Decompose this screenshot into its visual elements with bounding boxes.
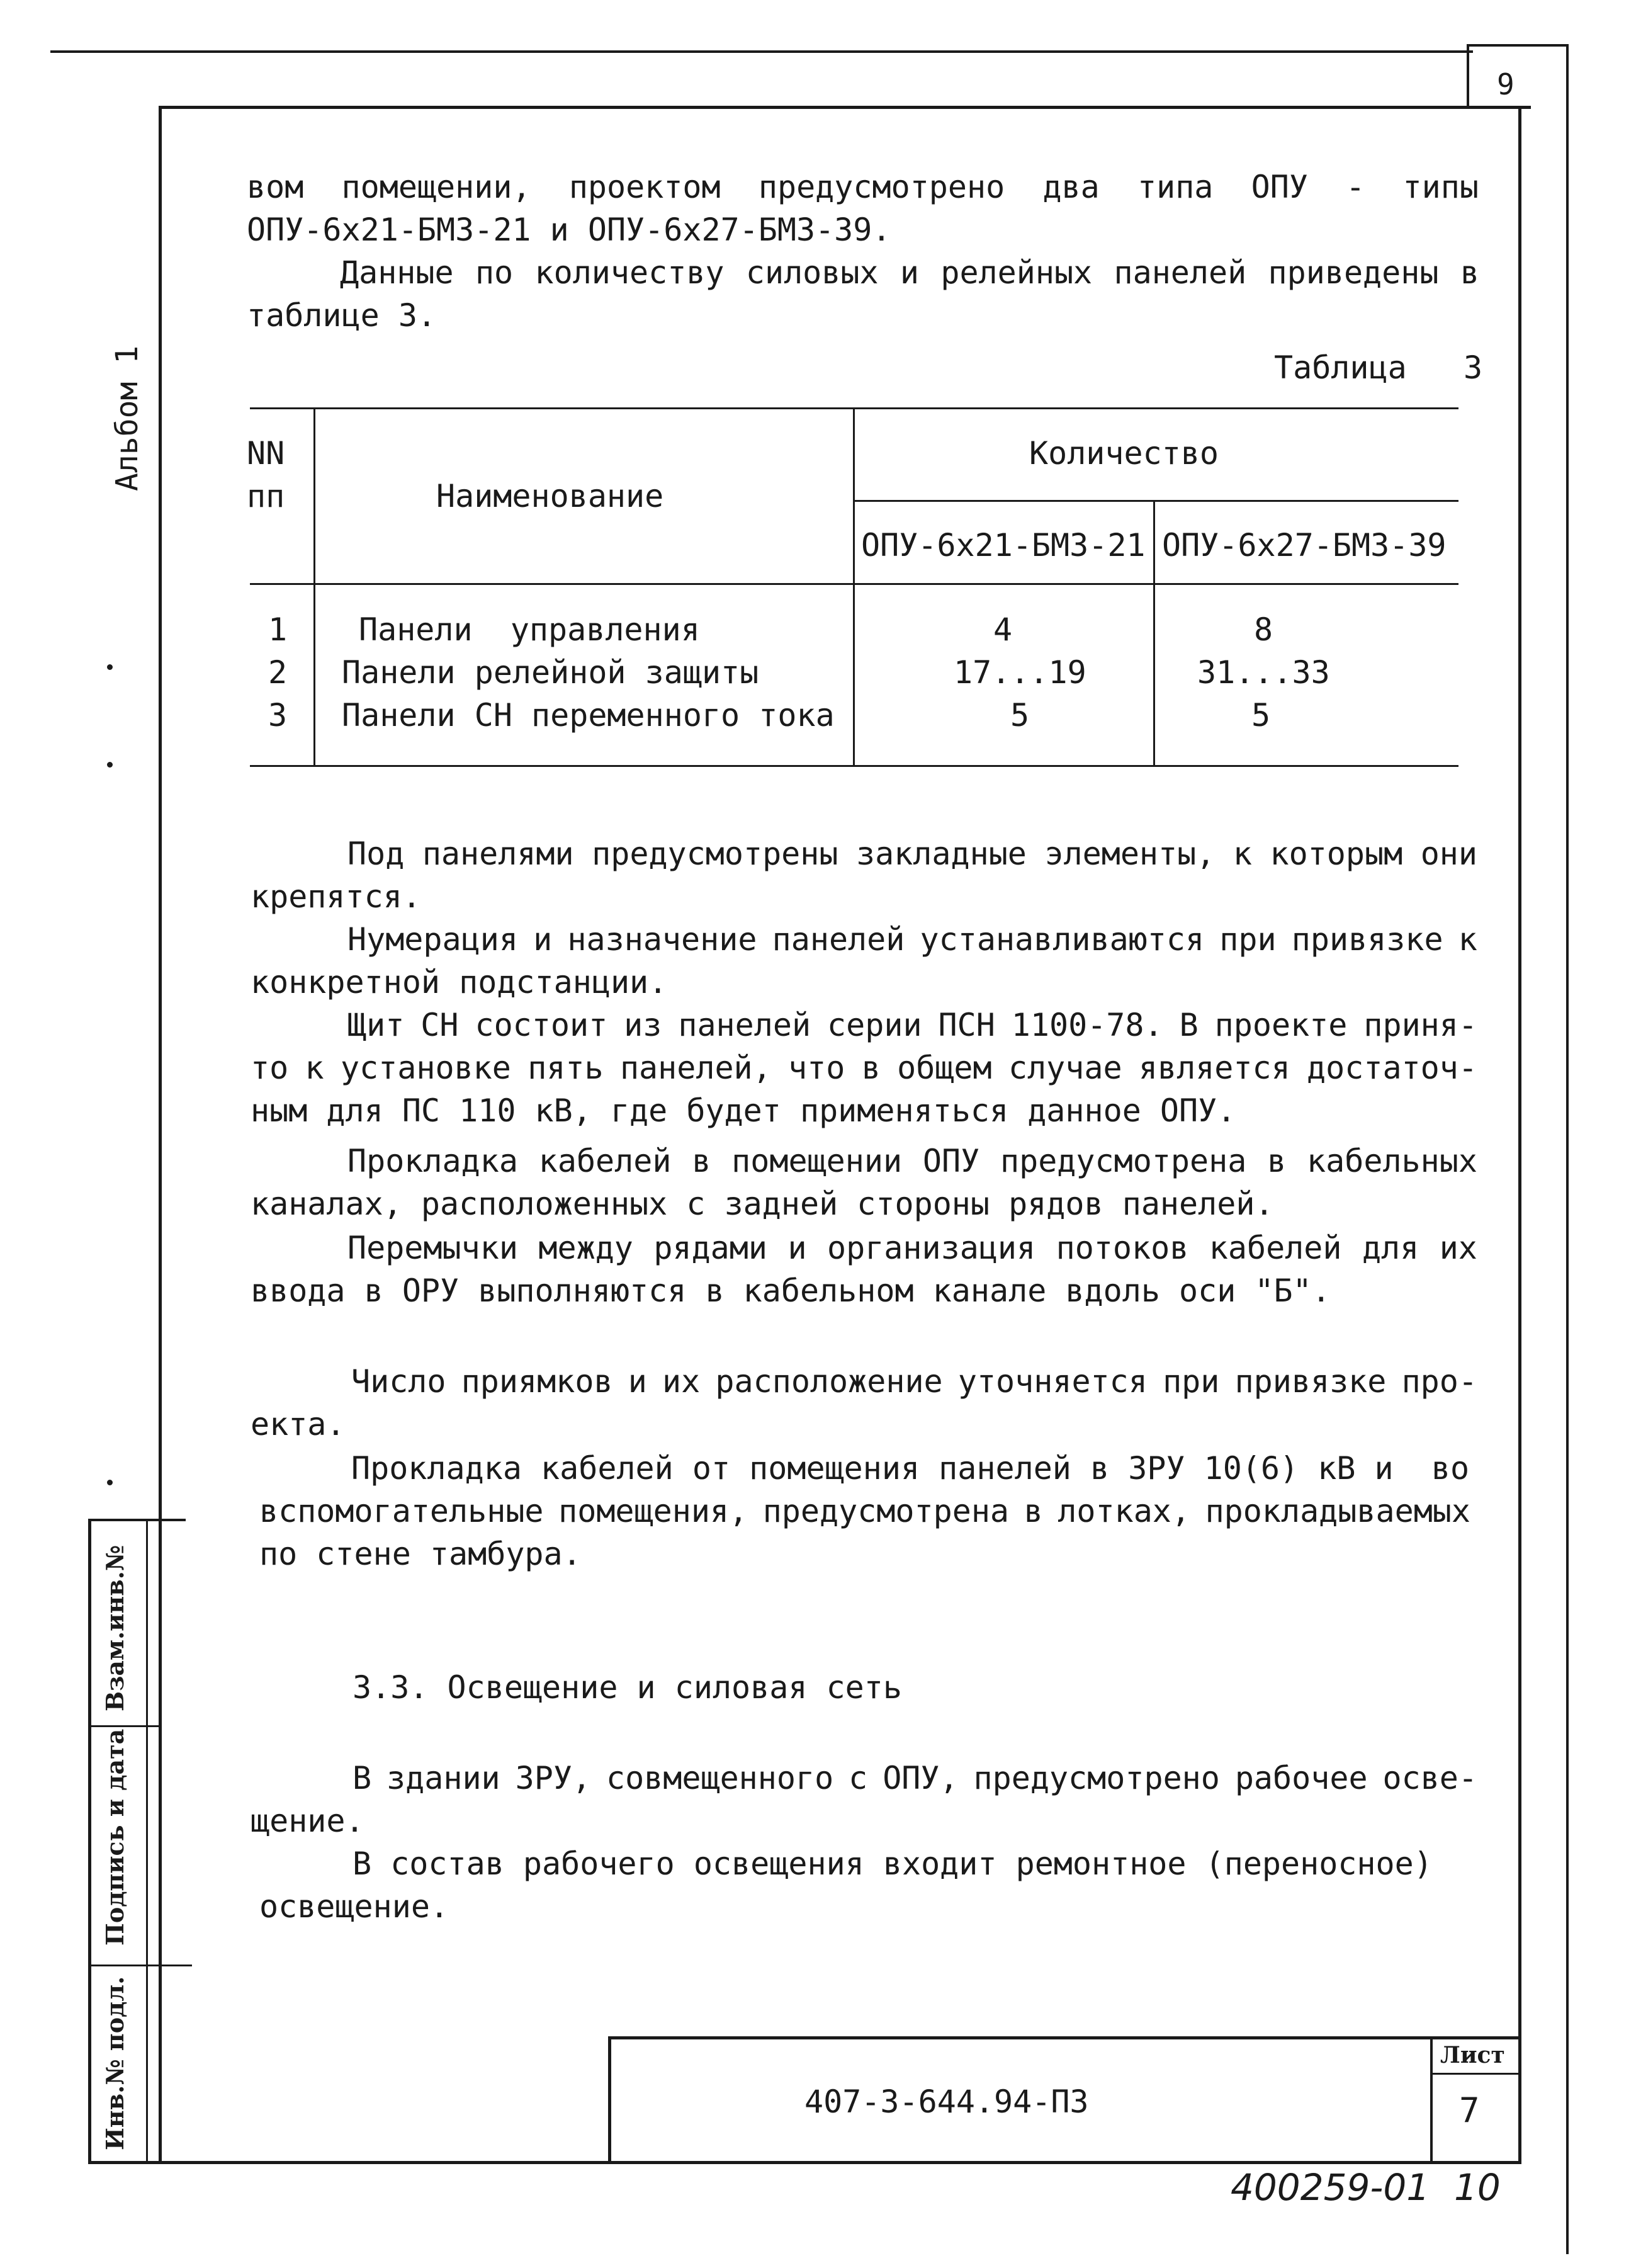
word: предусмотрено <box>758 169 1005 205</box>
body-p8-line1 <box>353 1757 1477 1800</box>
word: Под <box>347 836 405 872</box>
word: Данные <box>340 254 454 291</box>
body-p9-line2: освещение. <box>259 1888 449 1925</box>
body-p4-line1 <box>347 1140 1477 1182</box>
word: В <box>353 1760 372 1796</box>
word: ЗРУ, <box>515 1760 592 1796</box>
word: в <box>1024 1493 1043 1529</box>
margin-dot <box>107 1480 113 1485</box>
body-p7-line2 <box>259 1490 1470 1533</box>
word: расположение <box>715 1363 943 1400</box>
word: СН <box>420 1007 459 1043</box>
body-p3-line2 <box>251 1046 1477 1089</box>
word: приня- <box>1363 1007 1477 1043</box>
body-p3-line1 <box>347 1004 1477 1046</box>
word: рабочее <box>1234 1760 1368 1796</box>
word: ОПУ, <box>883 1760 959 1796</box>
word: в <box>1460 254 1479 291</box>
archive-number: 400259-01 <box>1231 2166 1430 2209</box>
word: в <box>692 1143 711 1179</box>
word: элементы, <box>1044 836 1216 872</box>
title-block-left <box>608 2036 611 2162</box>
word: прокладываемых <box>1205 1493 1470 1529</box>
word: при <box>1163 1363 1220 1400</box>
table-row-number: 2 <box>268 654 288 691</box>
table-header-name: Наименование <box>436 478 664 514</box>
word: и <box>900 254 920 291</box>
word: панелей <box>772 921 905 958</box>
word: которым <box>1270 836 1403 872</box>
table-col-divider <box>313 409 315 765</box>
word: кабельных <box>1307 1143 1477 1179</box>
body-p7-line3: по стене тамбура. <box>259 1536 582 1572</box>
word: Щит <box>347 1007 405 1043</box>
word: серии <box>827 1007 922 1043</box>
table-row-number: 1 <box>268 611 288 648</box>
margin-dot <box>107 762 113 768</box>
word: при <box>1219 921 1277 958</box>
word: приведены <box>1268 254 1439 291</box>
word: уточняется <box>957 1363 1148 1400</box>
word: то <box>251 1050 289 1086</box>
word: привязке <box>1291 921 1443 958</box>
word: силовых <box>745 254 879 291</box>
body-p1-line1 <box>347 832 1477 875</box>
table-row-value-b: 31...33 <box>1197 654 1330 691</box>
table-header-pp: пп <box>247 478 285 514</box>
table-col-divider <box>853 409 855 765</box>
outer-right-edge <box>1566 44 1569 2254</box>
table-row-value-a: 17...19 <box>954 654 1086 691</box>
word: два <box>1042 169 1100 205</box>
section-title: 3.3. Освещение и силовая сеть <box>353 1669 902 1706</box>
body-p9-line1: В состав рабочего освещения входит ремонтное (переносное) <box>353 1846 1433 1882</box>
table-row-value-b: 5 <box>1251 697 1271 734</box>
title-block-top <box>608 2036 1521 2039</box>
word: установке <box>340 1050 511 1086</box>
word: Нумерация <box>347 921 518 958</box>
word: кабелей <box>538 1143 672 1179</box>
word: лотках, <box>1058 1493 1190 1529</box>
word: закладные <box>855 836 1027 872</box>
word: панелями <box>422 836 574 872</box>
stamp-strip-cell-divider <box>88 1965 192 1966</box>
word: рядами <box>653 1230 767 1266</box>
body-p4-line2: каналах, расположенных с задней стороны рядов панелей. <box>251 1186 1274 1222</box>
word: ОПУ <box>922 1143 980 1179</box>
word: вом <box>247 169 304 205</box>
body-p6-line2: екта. <box>251 1406 346 1443</box>
intro-line-3 <box>340 251 1479 294</box>
intro-line-4: таблице 3. <box>247 297 437 334</box>
table-row-value-a: 4 <box>993 611 1013 648</box>
word: вспомогательные <box>259 1493 544 1529</box>
frame-right <box>1518 106 1521 2163</box>
intro-line-1 <box>247 166 1479 208</box>
word: приямков <box>461 1363 613 1400</box>
stamp-strip-top <box>88 1519 186 1521</box>
word: в <box>861 1050 881 1086</box>
signature-date-label: Подпись и дата <box>101 1728 129 1946</box>
word: является <box>1138 1050 1290 1086</box>
word: и <box>787 1230 807 1266</box>
body-p2-line1 <box>347 918 1477 961</box>
document-code: 407-3-644.94-ПЗ <box>804 2084 1089 2120</box>
table-header-quantity: Количество <box>1029 435 1219 472</box>
page-box-top <box>1467 44 1567 47</box>
table-row-value-a: 5 <box>1010 697 1030 734</box>
word: они <box>1420 836 1477 872</box>
word: случае <box>1008 1050 1122 1086</box>
word: к <box>1458 921 1477 958</box>
word: проекте <box>1214 1007 1348 1043</box>
body-p3-line3: ным для ПС 110 кВ, где будет применяться данное ОПУ. <box>251 1092 1236 1129</box>
word: предусмотрены <box>592 836 838 872</box>
body-p5-line2: ввода в ОРУ выполняются в кабельном канале вдоль оси "Б". <box>251 1273 1331 1309</box>
word: осве- <box>1382 1760 1477 1796</box>
word: помещении, <box>341 169 531 205</box>
word: типы <box>1402 169 1479 205</box>
sheet-label: Лист <box>1440 2042 1505 2068</box>
word: достаточ- <box>1307 1050 1477 1086</box>
word: из <box>624 1007 662 1043</box>
word: Число <box>351 1363 446 1400</box>
table-row-name: Панели управления <box>359 611 700 648</box>
word: состоит <box>475 1007 608 1043</box>
word: что <box>788 1050 845 1086</box>
word: в <box>1267 1143 1287 1179</box>
word: про- <box>1401 1363 1477 1400</box>
top-rule <box>50 50 1473 53</box>
word: количеству <box>534 254 725 291</box>
word: помещении <box>731 1143 903 1179</box>
table-col-divider <box>1153 500 1155 765</box>
word: В <box>1179 1007 1199 1043</box>
word: - <box>1346 169 1365 205</box>
body-p7-line1: Прокладка кабелей от помещения панелей в ЗРУ 10(6) кВ и во <box>351 1450 1470 1487</box>
frame-left <box>159 106 162 2163</box>
body-p5-line1 <box>347 1227 1477 1269</box>
stamp-strip-left <box>88 1519 91 2163</box>
word: панелей, <box>619 1050 772 1086</box>
album-label: Альбом 1 <box>110 345 145 491</box>
word: панелей <box>678 1007 811 1043</box>
word: их <box>662 1363 701 1400</box>
word: проектом <box>568 169 721 205</box>
word: и <box>533 921 553 958</box>
word: к <box>305 1050 324 1086</box>
frame-bottom <box>88 2161 1521 2164</box>
word: между <box>538 1230 633 1266</box>
table-header-opu-27: ОПУ-6х27-БМЗ-39 <box>1162 527 1447 564</box>
word: назначение <box>567 921 757 958</box>
word: потоков <box>1056 1230 1189 1266</box>
word: Перемычки <box>347 1230 518 1266</box>
word: общем <box>897 1050 992 1086</box>
table-bottom-rule <box>250 765 1458 767</box>
word: организация <box>827 1230 1036 1266</box>
table-row-name: Панели релейной защиты <box>342 654 759 691</box>
word: здании <box>386 1760 500 1796</box>
body-p8-line2: щение. <box>251 1803 364 1839</box>
replaced-inventory-label: Взам.инв.№ <box>101 1545 129 1711</box>
word: типа <box>1137 169 1214 205</box>
original-inventory-label: Инв.№ подл. <box>101 1976 129 2150</box>
word: кабелей <box>1209 1230 1342 1266</box>
word: предусмотрена <box>1000 1143 1247 1179</box>
word: предусмотрена <box>762 1493 1010 1529</box>
intro-line-2: ОПУ-6х21-БМЗ-21 и ОПУ-6х27-БМЗ-39. <box>247 212 891 248</box>
word: и <box>628 1363 647 1400</box>
body-p2-line2: конкретной подстанции. <box>251 964 668 1001</box>
word: ОПУ <box>1251 169 1308 205</box>
word: пять <box>527 1050 604 1086</box>
word: предусмотрено <box>973 1760 1220 1796</box>
word: 1100-78. <box>1011 1007 1163 1043</box>
word: ПСН <box>938 1007 995 1043</box>
table-caption: Таблица 3 <box>1274 349 1483 386</box>
word: привязке <box>1234 1363 1387 1400</box>
word: помещения, <box>558 1493 748 1529</box>
frame-top <box>159 106 1531 109</box>
margin-dot <box>107 664 113 670</box>
table-row-value-b: 8 <box>1254 611 1273 648</box>
word: устанавливаются <box>920 921 1205 958</box>
table-row-number: 3 <box>268 697 288 734</box>
table-subheader-rule <box>853 500 1458 502</box>
word: релейных <box>940 254 1093 291</box>
page-box-left <box>1467 44 1469 107</box>
word: к <box>1233 836 1252 872</box>
body-p6-line1 <box>351 1360 1477 1403</box>
table-header-opu-21: ОПУ-6х21-БМЗ-21 <box>861 527 1146 564</box>
table-header-nn: NN <box>247 435 285 472</box>
word: панелей <box>1114 254 1247 291</box>
body-p1-line2: крепятся. <box>251 878 421 915</box>
sheet-number: 7 <box>1459 2090 1480 2130</box>
stamp-strip-cell-divider <box>88 1725 161 1727</box>
word: с <box>849 1760 868 1796</box>
table-row-name: Панели СН переменного тока <box>342 697 835 734</box>
page-number: 9 <box>1497 67 1515 101</box>
word: Прокладка <box>347 1143 518 1179</box>
archive-page: 10 <box>1454 2166 1501 2209</box>
title-block-sheet-divider <box>1430 2036 1433 2162</box>
word: для <box>1362 1230 1419 1266</box>
word: по <box>475 254 514 291</box>
word: совмещенного <box>606 1760 834 1796</box>
stamp-strip-divider <box>146 1519 148 2163</box>
word: их <box>1439 1230 1477 1266</box>
